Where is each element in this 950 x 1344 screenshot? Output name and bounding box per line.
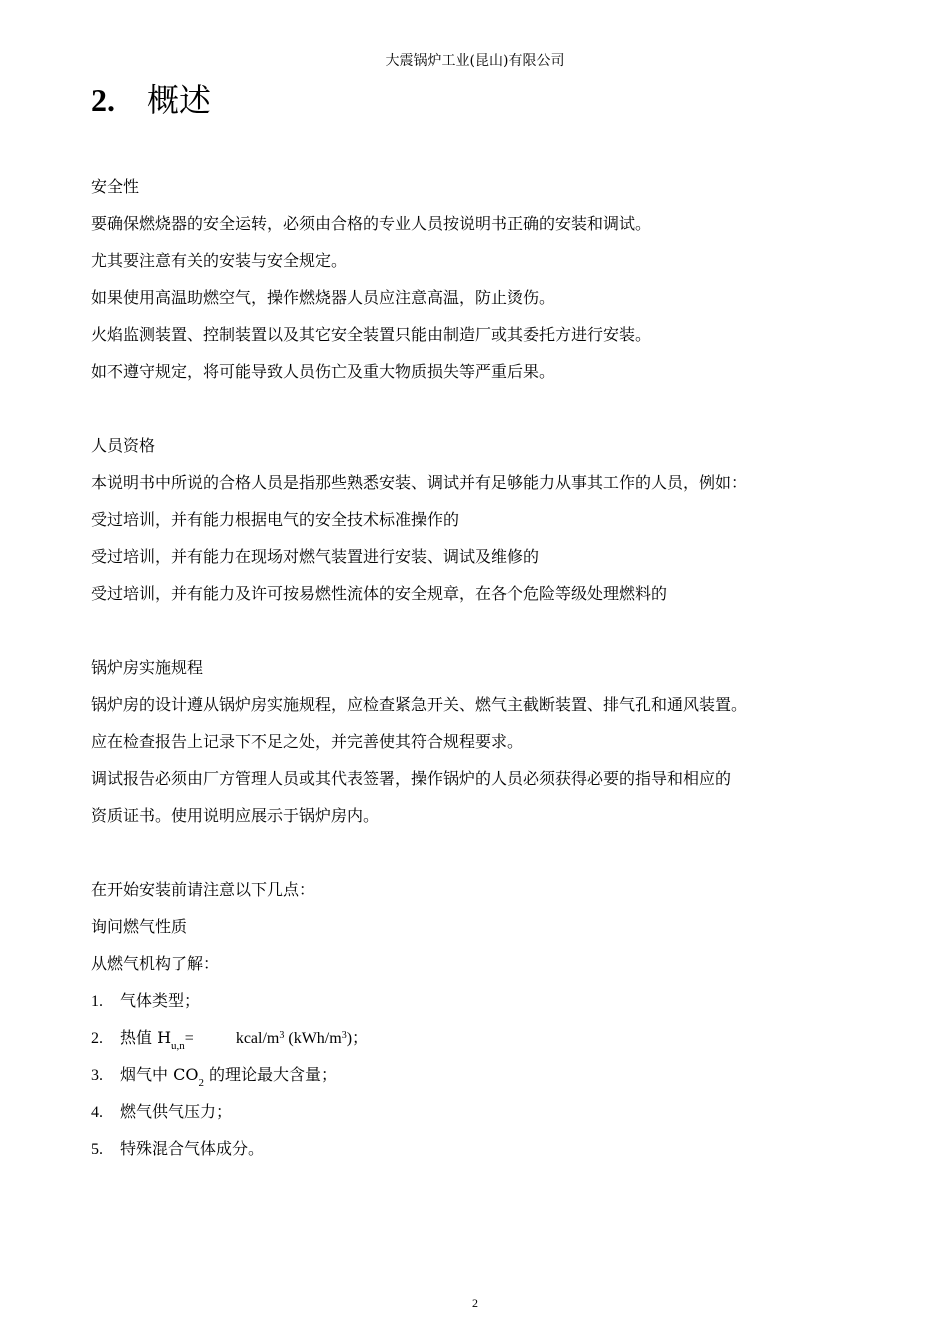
list-item-number: 2. (91, 1030, 103, 1047)
personnel-line: 本说明书中所说的合格人员是指那些熟悉安装、调试并有足够能力从事其工作的人员，例如： (91, 473, 748, 492)
heating-value-subscript: u,n (171, 1040, 185, 1052)
section-number: 2 (91, 82, 107, 118)
page-header: 大震锅炉工业(昆山)有限公司 (385, 53, 565, 69)
safety-line: 要确保燃烧器的安全运转，必须由合格的专业人员按说明书正确的安装和调试。 (91, 214, 652, 233)
list-item-text: 特殊混合气体成分。 (120, 1139, 265, 1158)
list-item (91, 1130, 871, 1167)
install-sub-heading: 从燃气机构了解： (91, 954, 220, 973)
list-item (91, 1056, 871, 1093)
unit-kcal: kcal/m (235, 1030, 280, 1047)
co2-label: 烟气中 CO (120, 1065, 199, 1084)
safety-line: 如不遵守规定，将可能导致人员伤亡及重大物质损失等严重后果。 (91, 362, 556, 381)
safety-line: 如果使用高温助燃空气，操作燃烧器人员应注意高温，防止烫伤。 (91, 288, 556, 307)
list-item-text: 燃气供气压力； (120, 1102, 233, 1121)
section-title (91, 80, 211, 120)
unit-kwh: (kWh/m (284, 1030, 342, 1047)
heating-value-equals: = (184, 1030, 194, 1047)
paragraph-gap (91, 612, 871, 649)
personnel-heading: 人员资格 (91, 436, 156, 455)
unit-superscript: 3 (341, 1030, 347, 1041)
unit-superscript: 3 (279, 1030, 285, 1041)
boiler-room-line: 锅炉房的设计遵从锅炉房实施规程，应检查紧急开关、燃气主截断装置、排气孔和通风装置。 (91, 695, 748, 714)
list-item (91, 1019, 871, 1056)
paragraph-gap (91, 390, 871, 427)
safety-line: 尤其要注意有关的安装与安全规定。 (91, 251, 348, 270)
section-number-dot: . (107, 82, 115, 118)
safety-line: 火焰监测装置、控制装置以及其它安全装置只能由制造厂或其委托方进行安装。 (91, 325, 652, 344)
personnel-line: 受过培训，并有能力根据电气的安全技术标准操作的 (91, 510, 460, 529)
list-item-text: 的理论最大含量； (203, 1065, 338, 1084)
personnel-line: 受过培训，并有能力及许可按易燃性流体的安全规章，在各个危险等级处理燃料的 (91, 584, 668, 603)
list-item-text: 气体类型； (120, 991, 201, 1010)
paragraph-gap (91, 834, 871, 871)
list-item-number: 4. (91, 1104, 103, 1121)
heating-value-label: 热值 H (120, 1028, 172, 1047)
unit-close: ) (346, 1030, 353, 1047)
list-item-number: 5. (91, 1141, 103, 1158)
boiler-room-heading: 锅炉房实施规程 (91, 658, 204, 677)
boiler-room-line: 调试报告必须由厂方管理人员或其代表签署，操作锅炉的人员必须获得必要的指导和相应的 (91, 769, 732, 788)
boiler-room-line: 应在检查报告上记录下不足之处，并完善使其符合规程要求。 (91, 732, 524, 751)
document-body (91, 168, 871, 1167)
boiler-room-line: 资质证书。使用说明应展示于锅炉房内。 (91, 806, 380, 825)
personnel-line: 受过培训，并有能力在现场对燃气装置进行安装、调试及维修的 (91, 547, 540, 566)
list-item-number: 1. (91, 993, 103, 1010)
list-item (91, 982, 871, 1019)
list-item (91, 1093, 871, 1130)
list-item-end: ； (352, 1028, 369, 1047)
section-title-text: 概述 (147, 81, 212, 119)
install-intro: 在开始安装前请注意以下几点： (91, 880, 316, 899)
install-sub-heading: 询问燃气性质 (91, 917, 188, 936)
safety-heading: 安全性 (91, 177, 140, 196)
co2-subscript: 2 (198, 1077, 204, 1089)
page-number: 2 (472, 1296, 478, 1310)
list-item-number: 3. (91, 1067, 103, 1084)
